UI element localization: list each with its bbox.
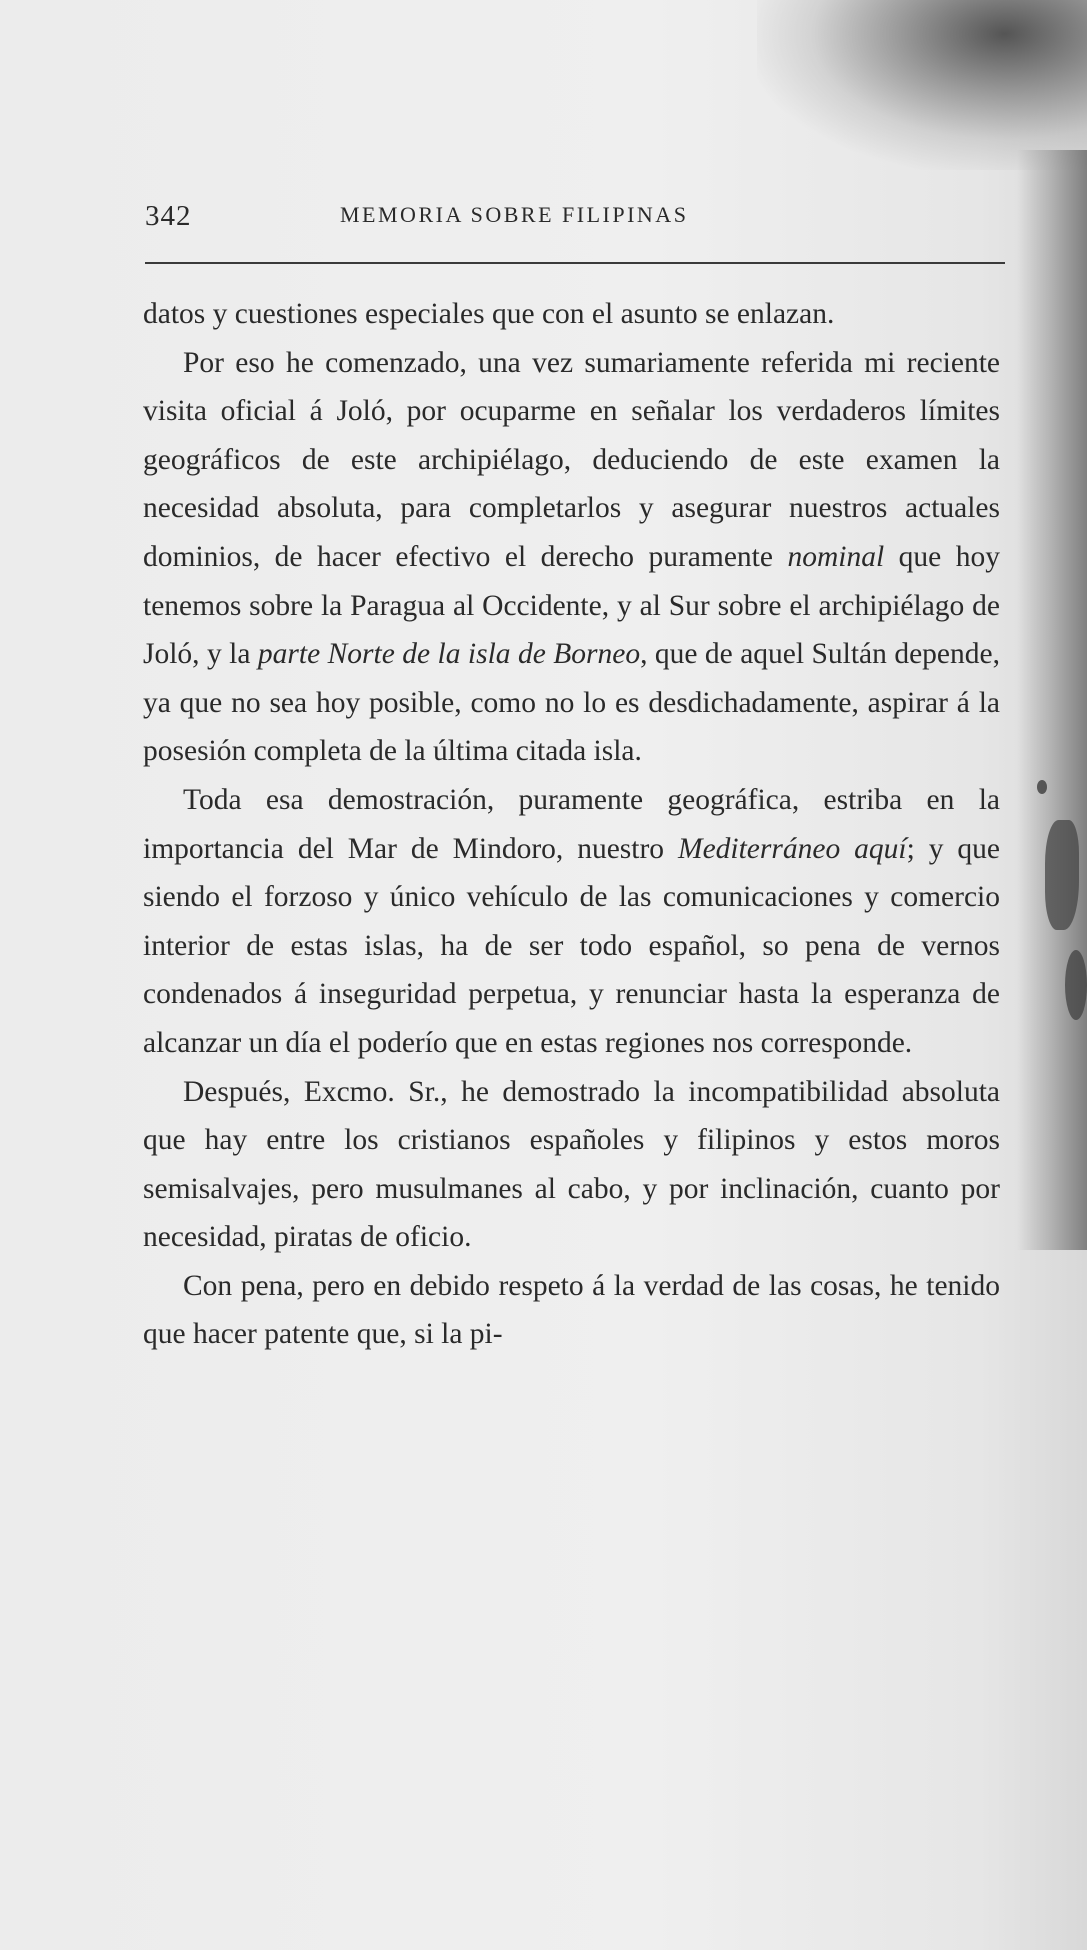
paragraph [143,776,1000,1068]
italic-text: parte Norte de la isla de Borneo [257,638,641,671]
paragraph-text: Después, Excmo. Sr., he demostrado la incompatibilidad absoluta que hay entre los cristianos españoles y filipinos y estos moros semisalvajes, pero musulmanes al cabo, y por inclinación, cuanto por necesidad, piratas de oficio. [143,1075,1000,1254]
ink-blot [1037,780,1047,794]
page-number: 342 [145,200,192,232]
paragraph [143,1262,1000,1359]
page-stain [757,0,1087,170]
ink-blot [1045,820,1079,930]
paragraph-text: Con pena, pero en debido respeto á la verdad de las cosas, he tenido que hacer patente que, si la pi- [143,1269,1000,1351]
running-title: MEMORIA SOBRE FILIPINAS [340,202,689,227]
paragraph [143,1068,1000,1262]
body-text [143,290,1000,1359]
torn-edge [1017,150,1087,1250]
paragraph-text: ; y que siendo el forzoso y único vehículo de las comunicaciones y comercio interior de estas islas, ha de ser todo español, so pena de vernos condenados á inseguridad perpetua, y renunciar hasta la esperanza de alcanzar un día el poderío que en estas regiones nos corresponde. [143,832,1001,1059]
italic-text: Mediterráneo aquí [678,832,907,865]
paragraph-text: que hoy tenemos sobre la Paragua al Occidente, y al Sur sobre el archipiélago de Joló, y la [143,540,1000,671]
paragraph [143,339,1000,776]
ink-blot [1065,950,1087,1020]
page-header [145,200,1005,240]
header-rule [145,262,1005,264]
paragraph [143,290,1000,339]
paragraph-text: Por eso he comenzado, una vez sumariamente referida mi reciente visita oficial á Joló, por ocuparme en señalar los verdaderos límites geográficos de este archipiélago, deduciendo de este examen la necesidad absoluta, para completarlos y asegurar nuestros actuales dominios, de hacer efectivo el derecho puramente [143,346,1000,573]
paragraph-text: datos y cuestiones especiales que con el asunto se enlazan. [143,298,835,330]
paragraph-text: , que de aquel Sultán depende, ya que no sea hoy posible, como no lo es desdichadamente, aspirar á la posesión completa de la última citada isla. [143,638,1000,768]
italic-text: nominal [787,540,885,573]
paragraph-text: Toda esa demostración, puramente geográfica, estriba en la importancia del Mar de Mindoro, nuestro [143,783,1000,865]
